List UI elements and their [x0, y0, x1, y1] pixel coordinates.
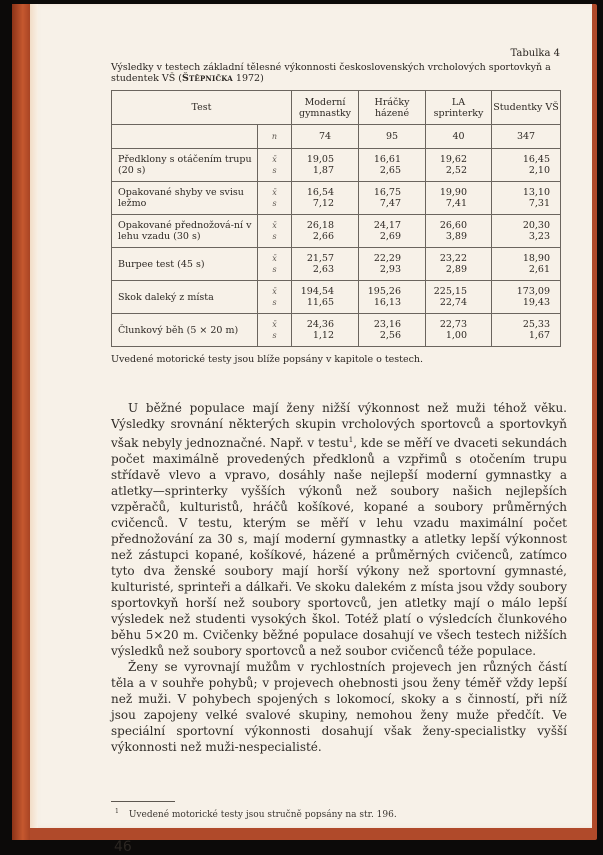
footnote-marker: 1 [115, 808, 119, 815]
mean-value: 20,30 [522, 220, 551, 231]
sd-symbol: s [272, 331, 277, 340]
sd-value: 2,93 [379, 264, 402, 275]
mean-symbol: x̄ [272, 155, 277, 164]
mean-value: 22,29 [373, 253, 402, 264]
sd-value: 11,65 [306, 297, 335, 308]
header-column: Studentky VŠ [492, 91, 561, 125]
stat-symbols [258, 215, 292, 248]
stat-symbols [258, 281, 292, 314]
stat-symbols [258, 149, 292, 182]
mean-value: 25,33 [522, 319, 551, 330]
value-cell [426, 314, 492, 347]
sd-value: 1,12 [312, 330, 335, 341]
value-cell [292, 314, 359, 347]
footnote-text: Uvedené motorické testy jsou stručně popsány na str. 196. [128, 810, 397, 820]
mean-value: 16,75 [373, 187, 402, 198]
mean-value: 225,15 [433, 286, 468, 297]
sd-symbol: s [272, 166, 277, 175]
sd-value: 2,69 [379, 231, 402, 242]
book-spine-edge [12, 4, 30, 840]
mean-value: 23,22 [439, 253, 468, 264]
mean-value: 194,54 [300, 286, 335, 297]
sd-symbol: s [272, 265, 277, 274]
stat-symbols [258, 182, 292, 215]
empty-cell [112, 125, 258, 149]
mean-value: 24,17 [373, 220, 402, 231]
sd-value: 2,61 [528, 264, 551, 275]
test-name: Burpee test (45 s) [112, 248, 258, 281]
sd-value: 1,00 [445, 330, 468, 341]
value-cell [492, 182, 561, 215]
sd-value: 1,87 [312, 165, 335, 176]
sd-value: 22,74 [439, 297, 468, 308]
mean-value: 24,36 [306, 319, 335, 330]
sd-value: 2,56 [379, 330, 402, 341]
sd-value: 7,12 [312, 198, 335, 209]
n-value: 347 [492, 125, 561, 149]
mean-symbol: x̄ [272, 287, 277, 296]
header-column: Hráčky házené [359, 91, 426, 125]
sd-value: 7,31 [528, 198, 551, 209]
mean-value: 19,90 [439, 187, 468, 198]
mean-value: 16,54 [306, 187, 335, 198]
value-cell [492, 281, 561, 314]
paragraph-text: , kde se měří ve dvaceti sekundách počet maximálně provedených předklonů a vzpřimů s otočením trupu střídavě vlevo a vpravo, dosáhly naše nejlepší moderní gymnastky a atletky—sprinterky vyšších výkonů než soubory našich nejlepších vzpěračů, kulturistů, hráčů košíkové, kopané a soubory průměrných cvičenců. V testu, kterým se měří v lehu vzadu maximální počet přednožování za 30 s, mají moderní gymnastky a atletky lepší výkonnost než zástupci kopané, košíkové, házené a průměrných cvičenců, zatímco tyto dva ženské soubory mají horší výkony než sportovní gymnasté, kulturisté, sprinteři a dálkaři. Ve skoku dalekém z místa jsou vždy soubory sportovkyň horší než soubory sportovců, jen atletky mají o málo lepší výsledek než studenti vysokých škol. Totéž platí o výsledcích člunkového běhu 5×20 m. Cvičenky běžné populace dosahují ve všech testech nižších výsledků než soubory sportovců a než soubor cvičenců téže populace. [111, 436, 568, 658]
table-row [112, 149, 561, 182]
caption-year: 1972) [232, 73, 264, 84]
mean-value: 26,60 [439, 220, 468, 231]
test-name: Skok daleký z místa [112, 281, 258, 314]
footnote-divider [111, 801, 175, 802]
mean-value: 16,45 [522, 154, 551, 165]
footnote-ref: 1 [348, 436, 354, 444]
value-cell [492, 215, 561, 248]
mean-symbol: x̄ [272, 254, 277, 263]
test-name: Člunkový běh (5 × 20 m) [112, 314, 258, 347]
page-content [111, 48, 567, 855]
sd-value: 2,65 [379, 165, 402, 176]
value-cell [359, 149, 426, 182]
sd-value: 19,43 [522, 297, 551, 308]
table-row [112, 281, 561, 314]
footnote [115, 806, 567, 821]
test-name: Opakované shyby ve svisu ležmo [112, 182, 258, 215]
mean-value: 16,61 [373, 154, 402, 165]
paragraph-text: U běžné populace mají ženy nižší výkonnost než muži téhož věku. Výsledky srovnání některých skupin vrcholových sportovců a sportovkyň však nebyly jednoznačné. Např. v testu [111, 401, 567, 450]
header-column: Moderní gymnastky [292, 91, 359, 125]
value-cell [426, 248, 492, 281]
sd-symbol: s [272, 298, 277, 307]
n-value: 74 [292, 125, 359, 149]
value-cell [359, 314, 426, 347]
test-name: Opakované přednožová-ní v lehu vzadu (30 s) [112, 215, 258, 248]
table-note: Uvedené motorické testy jsou blíže popsány v kapitole o testech. [111, 354, 424, 365]
page-number: 46 [114, 839, 132, 855]
caption-text: Výsledky v testech základní tělesné výkonnosti československých vrcholových sportovkyň a studentek VŠ ( [111, 62, 551, 84]
sd-value: 3,23 [528, 231, 551, 242]
table-label: Tabulka 4 [510, 48, 560, 59]
value-cell [359, 215, 426, 248]
value-cell [426, 215, 492, 248]
page-gutter [30, 4, 38, 828]
sd-value: 16,13 [373, 297, 402, 308]
caption-author: Štěpnička [181, 73, 233, 84]
sd-symbol: s [272, 199, 277, 208]
stat-symbols [258, 314, 292, 347]
table-section [111, 48, 567, 366]
table-row [112, 314, 561, 347]
value-cell [292, 281, 359, 314]
value-cell [292, 248, 359, 281]
sd-value: 7,47 [379, 198, 402, 209]
value-cell [292, 149, 359, 182]
mean-value: 19,62 [439, 154, 468, 165]
stat-symbols [258, 248, 292, 281]
mean-value: 26,18 [306, 220, 335, 231]
value-cell [426, 182, 492, 215]
n-symbol: n [258, 125, 292, 149]
paragraph: Ženy se vyrovnají mužům v rychlostních projevech jen různých částí těla a v souhře pohybů; v projevech ohebnosti jsou ženy téměř vždy lepší než muži. V pohybech spojených s lokomocí, skoky a s činností, při níž jsou zapojeny velké svalové skupiny, nemohou ženy muže předčít. Ve speciální sportovní výkonnosti dosahují však ženy-specialistky vyšší výkonnosti než muži-nespecialisté. [111, 660, 567, 754]
n-value: 40 [426, 125, 492, 149]
sd-value: 1,67 [528, 330, 551, 341]
mean-value: 22,73 [439, 319, 468, 330]
mean-value: 195,26 [367, 286, 402, 297]
mean-value: 18,90 [522, 253, 551, 264]
value-cell [359, 248, 426, 281]
value-cell [492, 314, 561, 347]
table-caption [111, 62, 560, 84]
paragraph [111, 400, 567, 659]
table-row [112, 182, 561, 215]
mean-symbol: x̄ [272, 320, 277, 329]
mean-value: 19,05 [306, 154, 335, 165]
value-cell [292, 182, 359, 215]
mean-value: 173,09 [516, 286, 551, 297]
mean-value: 21,57 [306, 253, 335, 264]
sd-value: 3,89 [445, 231, 468, 242]
value-cell [426, 281, 492, 314]
mean-symbol: x̄ [272, 188, 277, 197]
test-name: Předklony s otáčením trupu (20 s) [112, 149, 258, 182]
sd-value: 7,41 [445, 198, 468, 209]
body-text [111, 400, 567, 755]
header-test: Test [112, 91, 292, 125]
value-cell [426, 149, 492, 182]
results-table [111, 90, 561, 347]
table-row [112, 215, 561, 248]
value-cell [492, 149, 561, 182]
header-column: LA sprinterky [426, 91, 492, 125]
sd-value: 2,52 [445, 165, 468, 176]
sample-size-row [112, 125, 561, 149]
mean-value: 23,16 [373, 319, 402, 330]
sd-value: 2,66 [312, 231, 335, 242]
n-value: 95 [359, 125, 426, 149]
value-cell [492, 248, 561, 281]
sd-value: 2,89 [445, 264, 468, 275]
sd-value: 2,10 [528, 165, 551, 176]
sd-symbol: s [272, 232, 277, 241]
mean-value: 13,10 [522, 187, 551, 198]
mean-symbol: x̄ [272, 221, 277, 230]
value-cell [292, 215, 359, 248]
value-cell [359, 281, 426, 314]
table-header-row [112, 91, 561, 125]
value-cell [359, 182, 426, 215]
table-row [112, 248, 561, 281]
sd-value: 2,63 [312, 264, 335, 275]
